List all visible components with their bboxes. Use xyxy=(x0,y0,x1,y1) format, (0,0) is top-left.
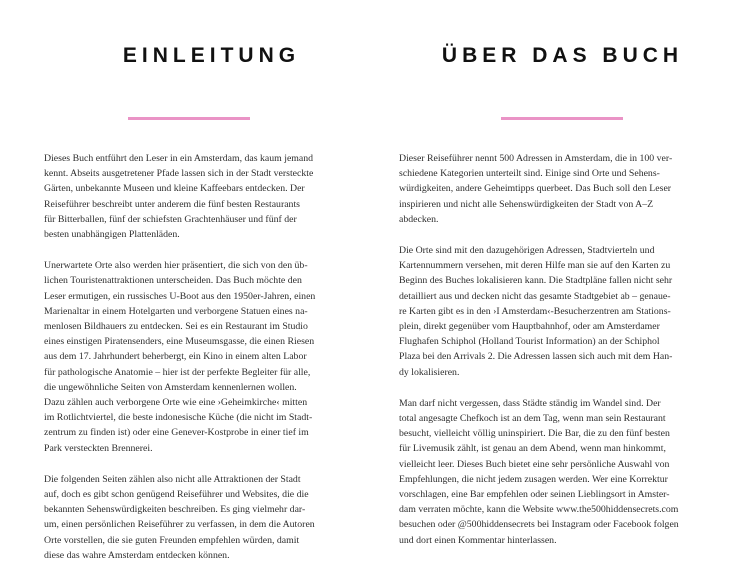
page-title: EINLEITUNG xyxy=(122,44,301,67)
text-line: auf, doch es gibt schon genügend Reiseführer und Websites, die die xyxy=(44,489,309,501)
text-line: für pathologische Anatomie – hier ist der perfekte Begleiter für alle, xyxy=(44,366,311,378)
text-line: schiedene Kategorien unterteilt sind. Einige sind Orte und Sehens- xyxy=(399,168,660,180)
text-line: plein, direkt gegenüber vom Hauptbahnhof, oder am Amsterdamer xyxy=(399,321,660,333)
text-line: total angesagte Chefkoch ist an dem Tag, wenn man sein Restaurant xyxy=(399,413,666,425)
paragraph xyxy=(44,472,379,563)
text-line: Gärten, unbekannte Museen und kleine Kaffeebars entdecken. Der xyxy=(44,183,305,195)
text-line: für Bitterballen, fünf der schiefsten Grachtenhäuser und fünf der xyxy=(44,213,297,225)
paragraph xyxy=(399,396,734,548)
text-line: Leser ermutigen, ein russisches U-Boot aus den 1950er-Jahren, einen xyxy=(44,290,316,302)
text-line: dy lokalisieren. xyxy=(399,366,460,378)
text-line: Plaza bei den Arrivals 2. Die Adressen lassen sich auch mit dem Han- xyxy=(399,351,673,363)
text-line: inspirieren und nicht alle Sehenswürdigkeiten der Stadt von A–Z xyxy=(399,198,654,210)
text-line: Die Orte sind mit den dazugehörigen Adressen, Stadtvierteln und xyxy=(399,245,655,257)
text-line: Empfehlungen, die nicht jedem zusagen werden. Wer eine Korrektur xyxy=(399,473,668,485)
paragraph xyxy=(44,151,379,242)
text-line: Unerwartete Orte also werden hier präsentiert, die sich von den üb- xyxy=(44,260,308,272)
text-line: vorschlagen, eine Bar empfehlen oder seinen Lieblingsort in Amster- xyxy=(399,489,670,501)
text-line: Beginn des Buches lokalisieren kann. Die Stadtpläne fallen nicht sehr xyxy=(399,275,673,287)
page-title: ÜBER DAS BUCH xyxy=(441,44,684,67)
text-line: Park versteckten Brennerei. xyxy=(44,442,153,454)
text-line: Orte vorstellen, die sie guten Freunden empfehlen würden, damit xyxy=(44,534,300,546)
text-line: zentrum zu finden ist) oder eine Genever-Kostprobe in einer tief im xyxy=(44,427,309,439)
text-line: vielleicht leer. Dieses Buch bietet eine sehr persönliche Auswahl von xyxy=(399,458,670,470)
text-line: Dieses Buch entführt den Leser in ein Amsterdam, das kaum jemand xyxy=(44,153,314,164)
text-line: detailliert aus und decken nicht das gesamte Stadtgebiet ab – genaue- xyxy=(399,290,671,302)
text-line: Dieser Reiseführer nennt 500 Adressen in Amsterdam, die in 100 ver- xyxy=(399,153,673,164)
text-line: menlosen Bildhauers zu entdecken. Sei es ein Restaurant im Studio xyxy=(44,321,308,333)
text-line: im Rotlichtviertel, die beste indonesische Küche (die nicht im Stadt- xyxy=(44,412,313,424)
text-line: dam verraten möchte, kann die Website www.the500hiddensecrets.com xyxy=(399,504,679,516)
paragraph xyxy=(44,258,379,456)
left-page xyxy=(44,0,379,562)
page-body xyxy=(399,151,734,564)
text-line: um, einen persönlichen Reiseführer zu verfassen, in dem die Autoren xyxy=(44,519,315,531)
text-line: kennt. Abseits ausgetretener Pfade lassen sich in der Stadt versteckte xyxy=(44,168,314,180)
text-line: eines einstigen Piratensenders, eine Museumsgasse, die einen Riesen xyxy=(44,336,315,348)
text-line: Die folgenden Seiten zählen also nicht alle Attraktionen der Stadt xyxy=(44,473,301,485)
paragraph xyxy=(399,151,734,227)
text-line: würdigkeiten, andere Geheimtipps querbeet. Das Buch soll den Leser xyxy=(399,183,672,195)
text-line: und dort einen Kommentar hinterlassen. xyxy=(399,534,557,546)
text-line: lichen Touristenattraktionen unterscheiden. Das Buch möchte den xyxy=(44,275,302,287)
right-page xyxy=(395,0,730,562)
text-line: die ungewöhnliche Seiten von Amsterdam kennenlernen wollen. xyxy=(44,381,297,393)
paragraph xyxy=(399,243,734,380)
text-line: Dazu zählen auch verborgene Orte wie eine ›Geheimkirche‹ mitten xyxy=(44,397,308,409)
text-line: aus dem 17. Jahrhundert beherbergt, ein Kino in einem alten Labor xyxy=(44,351,307,363)
text-line: besucht, vielleicht völlig uninspiriert. Die Bar, die zu den fünf besten xyxy=(399,428,670,440)
text-line: besuchen oder @500hiddensecrets bei Instagram oder Facebook folgen xyxy=(399,519,679,531)
text-line: für Livemusik zählt, ist genau an dem Abend, wenn man hinkommt, xyxy=(399,443,666,455)
text-line: abdecken. xyxy=(399,213,439,225)
title-underline xyxy=(501,117,623,120)
page-body xyxy=(44,151,379,579)
text-line: Man darf nicht vergessen, dass Städte ständig im Wandel sind. Der xyxy=(399,397,661,409)
text-line: Kartennummern versehen, mit deren Hilfe man sie auf den Karten zu xyxy=(399,260,671,272)
text-line: Flughafen Schiphol (Holland Tourist Information) an der Schiphol xyxy=(399,336,660,348)
title-underline xyxy=(128,117,250,120)
text-line: Reiseführer beschreibt unter anderem die fünf besten Restaurants xyxy=(44,198,300,210)
text-line: bekannten Sehenswürdigkeiten beschreiben. Es ging vielmehr dar- xyxy=(44,504,306,516)
text-line: re Karten gibt es in den ›I Amsterdam‹-Besucherzentren am Stations- xyxy=(399,305,671,317)
text-line: diese das wahre Amsterdam entdecken können. xyxy=(44,549,230,561)
text-line: besten unabhängigen Plattenläden. xyxy=(44,229,180,241)
text-line: Marienaltar in einem Hotelgarten und verborgene Statuen eines na- xyxy=(44,305,308,317)
